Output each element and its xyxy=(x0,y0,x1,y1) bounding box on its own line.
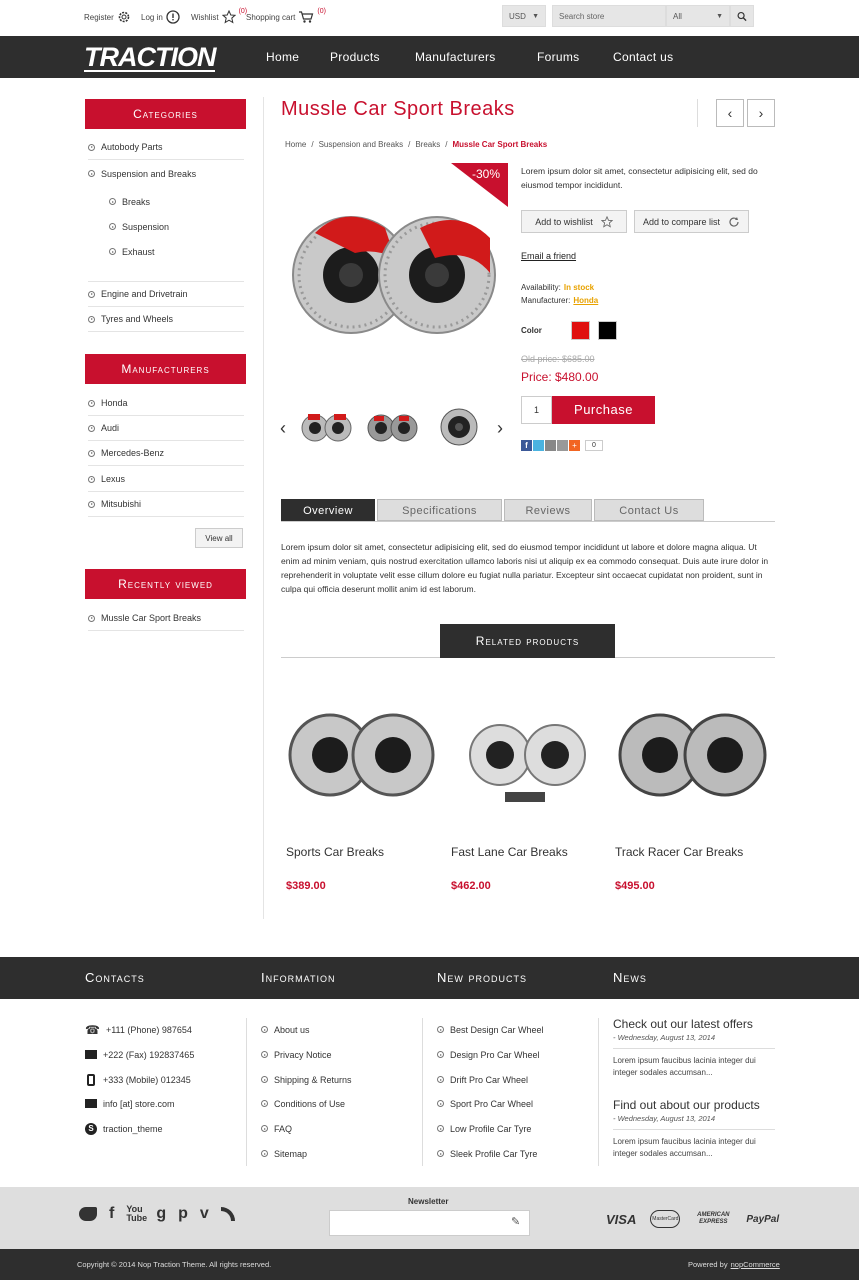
wishlist-link[interactable] xyxy=(191,8,247,26)
newsletter-input[interactable] xyxy=(329,1210,530,1236)
chevron-circle-icon xyxy=(261,1051,268,1058)
footer-information-title: Information xyxy=(261,970,336,985)
chevron-circle-icon xyxy=(88,476,95,483)
category-label: Suspension and Breaks xyxy=(101,168,197,179)
manufacturer-link[interactable]: Honda xyxy=(573,296,599,305)
tab-overview[interactable]: Overview xyxy=(281,499,375,521)
google-plus-icon[interactable]: g xyxy=(156,1205,167,1222)
breadcrumb-suspension[interactable]: Suspension and Breaks xyxy=(318,140,404,149)
chevron-circle-icon xyxy=(261,1026,268,1033)
product-thumbnail[interactable] xyxy=(300,408,355,446)
chevron-circle-icon xyxy=(88,425,95,432)
caret-down-icon: ▼ xyxy=(716,12,723,20)
category-label: Tyres and Wheels xyxy=(101,314,174,324)
social-links xyxy=(79,1205,235,1223)
fax-icon xyxy=(85,1050,97,1059)
contact-value: info [at] store.com xyxy=(103,1098,175,1109)
news-item xyxy=(613,1098,775,1160)
pinterest-icon[interactable]: p xyxy=(178,1205,188,1222)
copyright: Copyright © 2014 Nop Traction Theme. All rights reserved. xyxy=(77,1260,272,1269)
chevron-circle-icon xyxy=(88,501,95,508)
related-product-image[interactable] xyxy=(285,700,439,810)
tab-specifications[interactable]: Specifications xyxy=(377,499,502,521)
manufacturer-label: Mercedes-Benz xyxy=(101,448,165,458)
register-label: Register xyxy=(84,12,114,22)
chevron-circle-icon xyxy=(88,316,95,323)
related-products-title: Related products xyxy=(440,624,615,658)
purchase-button[interactable]: Purchase xyxy=(552,396,655,424)
contact-value: +111 (Phone) 987654 xyxy=(105,1024,192,1035)
subcategory-label: Suspension xyxy=(122,221,170,232)
chevron-left-icon: ‹ xyxy=(727,105,733,121)
manufacturer-label: Manufacturer: xyxy=(521,296,571,305)
category-engine-and-drivetrain[interactable] xyxy=(88,282,244,307)
footer-column-divider xyxy=(246,1018,247,1166)
footer-new-product[interactable] xyxy=(437,1141,537,1166)
chevron-circle-icon xyxy=(261,1125,268,1132)
footer-column-divider xyxy=(598,1018,599,1166)
subcategory-label: Breaks xyxy=(122,196,151,207)
skype-icon: S xyxy=(85,1123,97,1135)
thumb-prev-arrow[interactable] xyxy=(280,418,286,439)
chevron-right-icon: › xyxy=(497,418,503,438)
color-label: Color xyxy=(521,326,542,335)
chevron-circle-icon xyxy=(88,170,95,177)
phone-icon: ☎ xyxy=(85,1022,100,1037)
refresh-icon xyxy=(728,216,740,228)
footer-new-product[interactable] xyxy=(437,1116,531,1141)
wishlist-label: Wishlist xyxy=(191,12,219,22)
footer-link-label: Low Profile Car Tyre xyxy=(450,1123,532,1134)
paypal-icon: PayPal xyxy=(746,1213,780,1225)
thumb-next-arrow[interactable] xyxy=(497,418,503,439)
next-product-button[interactable] xyxy=(747,99,775,127)
chevron-circle-icon xyxy=(109,248,116,255)
related-product-name[interactable]: Fast Lane Car Breaks xyxy=(451,845,568,859)
category-label: Engine and Drivetrain xyxy=(101,289,188,299)
login-label: Log in xyxy=(141,12,163,22)
footer-link-label: About us xyxy=(274,1024,310,1035)
news-date: - Wednesday, August 13, 2014 xyxy=(613,1033,775,1049)
chevron-circle-icon xyxy=(88,450,95,457)
facebook-icon[interactable]: f xyxy=(521,440,532,451)
powered-by-label: Powered by xyxy=(688,1260,728,1269)
brake-disc-right xyxy=(379,217,495,333)
mastercard-icon: MasterCard xyxy=(650,1210,680,1228)
recently-viewed-title: Recently viewed xyxy=(85,569,246,599)
chevron-circle-icon xyxy=(437,1026,444,1033)
visa-icon: VISA xyxy=(606,1211,637,1227)
contact-value: traction_theme xyxy=(103,1123,163,1134)
star-icon xyxy=(222,10,236,24)
footer-link-conditions[interactable] xyxy=(261,1091,345,1116)
related-product-name[interactable]: Track Racer Car Breaks xyxy=(615,845,744,859)
login-link[interactable] xyxy=(141,8,180,26)
footer-link-label: Privacy Notice xyxy=(274,1049,332,1060)
footer-link-about-us[interactable] xyxy=(261,1017,310,1042)
short-description: Lorem ipsum dolor sit amet, consectetur adipisicing elit, sed do eiusmod tempor incididunt. xyxy=(521,166,758,190)
product-thumbnail[interactable] xyxy=(366,408,421,446)
view-all-button[interactable]: View all xyxy=(195,528,243,548)
email-a-friend-link[interactable]: Email a friend xyxy=(521,251,577,261)
sidebar-divider xyxy=(263,97,264,919)
manufacturer-mitsubishi[interactable] xyxy=(88,492,244,517)
availability-label: Availability: xyxy=(521,283,561,292)
logo-text: TRACTION xyxy=(84,42,216,72)
nav-products[interactable]: Products xyxy=(330,50,380,64)
contact-fax xyxy=(85,1042,194,1067)
contact-value: +333 (Mobile) 012345 xyxy=(103,1074,191,1085)
footer-link-faq[interactable] xyxy=(261,1116,292,1141)
chevron-circle-icon xyxy=(88,400,95,407)
footer-new-product[interactable] xyxy=(437,1042,540,1067)
compare-button-label: Add to compare list xyxy=(642,216,721,227)
star-icon xyxy=(601,216,613,228)
subcategory-breaks[interactable] xyxy=(109,189,150,214)
footer-link-label: FAQ xyxy=(274,1123,293,1134)
footer-link-label: Sitemap xyxy=(274,1148,308,1159)
search-placeholder: Search store xyxy=(559,11,605,21)
search-button[interactable] xyxy=(730,5,754,27)
envelope-icon xyxy=(85,1099,97,1108)
chevron-circle-icon xyxy=(109,223,116,230)
search-icon xyxy=(737,11,747,22)
cart-count: (0) xyxy=(317,7,326,15)
availability xyxy=(521,283,594,292)
pencil-icon[interactable]: ✎ xyxy=(511,1216,521,1228)
color-swatch-red[interactable] xyxy=(571,321,590,340)
chevron-left-icon: ‹ xyxy=(280,418,286,438)
divider xyxy=(697,99,698,127)
chevron-circle-icon xyxy=(88,144,95,151)
wishlist-button-label: Add to wishlist xyxy=(535,216,593,227)
powered-by xyxy=(688,1260,780,1269)
breadcrumb-separator: / xyxy=(408,140,411,149)
vimeo-icon[interactable]: v xyxy=(199,1205,209,1222)
breadcrumb-breaks[interactable]: Breaks xyxy=(415,140,441,149)
facebook-icon[interactable]: f xyxy=(109,1205,115,1222)
wishlist-count: (0) xyxy=(238,7,248,15)
footer-link-label: Conditions of Use xyxy=(274,1098,346,1109)
contact-skype[interactable] xyxy=(85,1116,163,1141)
chevron-circle-icon xyxy=(437,1076,444,1083)
related-product-image[interactable] xyxy=(615,700,770,810)
footer-new-products-title: New products xyxy=(437,970,527,985)
related-product-image[interactable] xyxy=(465,710,595,810)
breadcrumb xyxy=(285,140,547,149)
print-icon[interactable] xyxy=(557,440,568,451)
product-thumbnail[interactable] xyxy=(438,406,480,448)
chevron-circle-icon xyxy=(437,1125,444,1132)
footer-news-title: News xyxy=(613,970,647,985)
manufacturer-label: Audi xyxy=(101,423,120,433)
register-link[interactable] xyxy=(84,8,131,26)
contact-phone xyxy=(85,1017,192,1042)
amex-icon: AMERICAN EXPRESS xyxy=(697,1212,730,1225)
category-tyres-and-wheels[interactable] xyxy=(88,307,244,332)
contact-value: +222 (Fax) 192837465 xyxy=(103,1049,195,1060)
chevron-circle-icon xyxy=(261,1100,268,1107)
search-input[interactable] xyxy=(552,5,666,27)
breadcrumb-separator: / xyxy=(445,140,448,149)
nav-contact-us[interactable]: Contact us xyxy=(613,50,674,64)
manufacturer-label: Mitsubishi xyxy=(101,499,142,509)
add-to-wishlist-button[interactable] xyxy=(521,210,627,233)
tab-reviews[interactable]: Reviews xyxy=(504,499,592,521)
manufacturer-label: Honda xyxy=(101,398,128,408)
search-category-value: All xyxy=(673,11,682,21)
recent-item-label: Mussle Car Sport Breaks xyxy=(101,613,202,623)
category-suspension-and-breaks[interactable] xyxy=(88,161,244,186)
nav-home[interactable]: Home xyxy=(266,50,300,64)
color-swatch-black[interactable] xyxy=(598,321,617,340)
footer-column-divider xyxy=(422,1018,423,1166)
chevron-circle-icon xyxy=(88,291,95,298)
chevron-circle-icon xyxy=(437,1150,444,1157)
currency-select[interactable] xyxy=(502,5,546,27)
category-autobody-parts[interactable] xyxy=(88,135,244,160)
footer-new-product[interactable] xyxy=(437,1017,544,1042)
footer-link-label: Sport Pro Car Wheel xyxy=(450,1098,534,1109)
rss-icon[interactable] xyxy=(221,1207,235,1221)
old-price: Old price: $685.00 xyxy=(521,354,595,364)
availability-value: In stock xyxy=(563,283,595,292)
caret-down-icon: ▼ xyxy=(532,12,539,20)
footer-new-product[interactable] xyxy=(437,1091,533,1116)
discount-label: -30% xyxy=(472,167,501,181)
recent-item[interactable] xyxy=(88,606,244,631)
tab-contact-us[interactable]: Contact Us xyxy=(594,499,704,521)
news-title[interactable]: Find out about our products xyxy=(613,1098,760,1112)
subcategory-suspension[interactable] xyxy=(109,214,169,239)
manufacturer-label: Lexus xyxy=(101,474,126,484)
manufacturer-mercedes-benz[interactable] xyxy=(88,441,244,466)
share-count: 0 xyxy=(585,440,603,451)
nopcommerce-link[interactable]: nopCommerce xyxy=(730,1260,780,1269)
footer-contacts-title: Contacts xyxy=(85,970,145,985)
price: Price: $480.00 xyxy=(521,370,599,384)
overview-text: Lorem ipsum dolor sit amet, consectetur adipisicing elit, sed do eiusmod tempor incididunt ut labore et dolore magna aliqua. Ut enim ad minim veniam, quis nostrud exercitation ullamco laboris nisi ut aliquip ex ea commodo consequat. Duis aute irure dolor in reprehenderit in voluptate velit esse cillum dolore eu fugiat nulla pariatur. Excepteur sint occaecat cupidatat non proident, sunt in culpa qui officia deserunt mollit anim id est laborum. xyxy=(281,542,769,594)
login-icon xyxy=(166,10,180,24)
footer-link-privacy[interactable] xyxy=(261,1042,332,1067)
category-label: Autobody Parts xyxy=(101,142,163,152)
breadcrumb-current: Mussle Car Sport Breaks xyxy=(452,140,548,149)
mobile-icon xyxy=(87,1074,95,1086)
email-icon[interactable] xyxy=(545,440,556,451)
page-title: Mussle Car Sport Breaks xyxy=(281,98,515,120)
add-to-compare-button[interactable] xyxy=(634,210,749,233)
subcategory-label: Exhaust xyxy=(122,246,155,257)
manufacturer-audi[interactable] xyxy=(88,416,244,441)
subcategory-exhaust[interactable] xyxy=(109,239,155,264)
breadcrumb-home[interactable]: Home xyxy=(285,140,307,149)
search-category-select[interactable] xyxy=(666,5,730,27)
tab-underline xyxy=(281,521,775,522)
currency-value: USD xyxy=(509,11,526,21)
contact-email[interactable] xyxy=(85,1091,175,1116)
cart-icon xyxy=(298,10,314,24)
news-text: Lorem ipsum faucibus lacinia integer dui integer sodales accumsan... xyxy=(613,1137,756,1158)
manufacturer-honda[interactable] xyxy=(88,391,244,416)
cart-link[interactable] xyxy=(246,8,326,26)
quantity-input[interactable]: 1 xyxy=(521,396,552,424)
cart-label: Shopping cart xyxy=(246,12,296,22)
chevron-circle-icon xyxy=(109,198,116,205)
related-product-name[interactable]: Sports Car Breaks xyxy=(286,845,385,859)
footer-link-sitemap[interactable] xyxy=(261,1141,307,1166)
share-bar xyxy=(521,440,603,451)
chevron-circle-icon xyxy=(88,615,95,622)
chevron-circle-icon xyxy=(437,1051,444,1058)
footer-link-label: Shipping & Returns xyxy=(274,1074,352,1085)
footer-link-label: Sleek Profile Car Tyre xyxy=(450,1148,538,1159)
footer-link-shipping[interactable] xyxy=(261,1067,352,1092)
related-product-price: $495.00 xyxy=(615,880,655,892)
chevron-circle-icon xyxy=(261,1150,268,1157)
twitter-icon[interactable] xyxy=(79,1207,97,1221)
news-date: - Wednesday, August 13, 2014 xyxy=(613,1114,775,1130)
chevron-right-icon: › xyxy=(758,105,764,121)
chevron-circle-icon xyxy=(437,1100,444,1107)
twitter-icon[interactable] xyxy=(533,440,544,451)
logo[interactable] xyxy=(84,41,230,73)
contact-mobile xyxy=(85,1067,191,1092)
footer-link-label: Design Pro Car Wheel xyxy=(450,1049,540,1060)
breadcrumb-separator: / xyxy=(311,140,314,149)
manufacturer-info xyxy=(521,296,598,305)
prev-product-button[interactable] xyxy=(716,99,744,127)
nav-manufacturers[interactable]: Manufacturers xyxy=(415,50,496,64)
newsletter-label: Newsletter xyxy=(408,1197,449,1206)
youtube-icon[interactable]: You Tube xyxy=(126,1204,148,1223)
news-title[interactable]: Check out our latest offers xyxy=(613,1017,753,1031)
news-text: Lorem ipsum faucibus lacinia integer dui integer sodales accumsan... xyxy=(613,1056,756,1077)
categories-title: Categories xyxy=(85,99,246,129)
gear-icon xyxy=(117,10,131,24)
footer-new-product[interactable] xyxy=(437,1067,528,1092)
nav-forums[interactable]: Forums xyxy=(537,50,580,64)
related-product-price: $462.00 xyxy=(451,880,491,892)
related-product-price: $389.00 xyxy=(286,880,326,892)
add-more-icon[interactable]: + xyxy=(569,440,580,451)
footer-link-label: Drift Pro Car Wheel xyxy=(450,1074,529,1085)
manufacturer-lexus[interactable] xyxy=(88,467,244,492)
news-item xyxy=(613,1017,775,1079)
payment-methods xyxy=(606,1210,779,1228)
manufacturers-title: Manufacturers xyxy=(85,354,246,384)
footer-link-label: Best Design Car Wheel xyxy=(450,1024,544,1035)
chevron-circle-icon xyxy=(261,1076,268,1083)
